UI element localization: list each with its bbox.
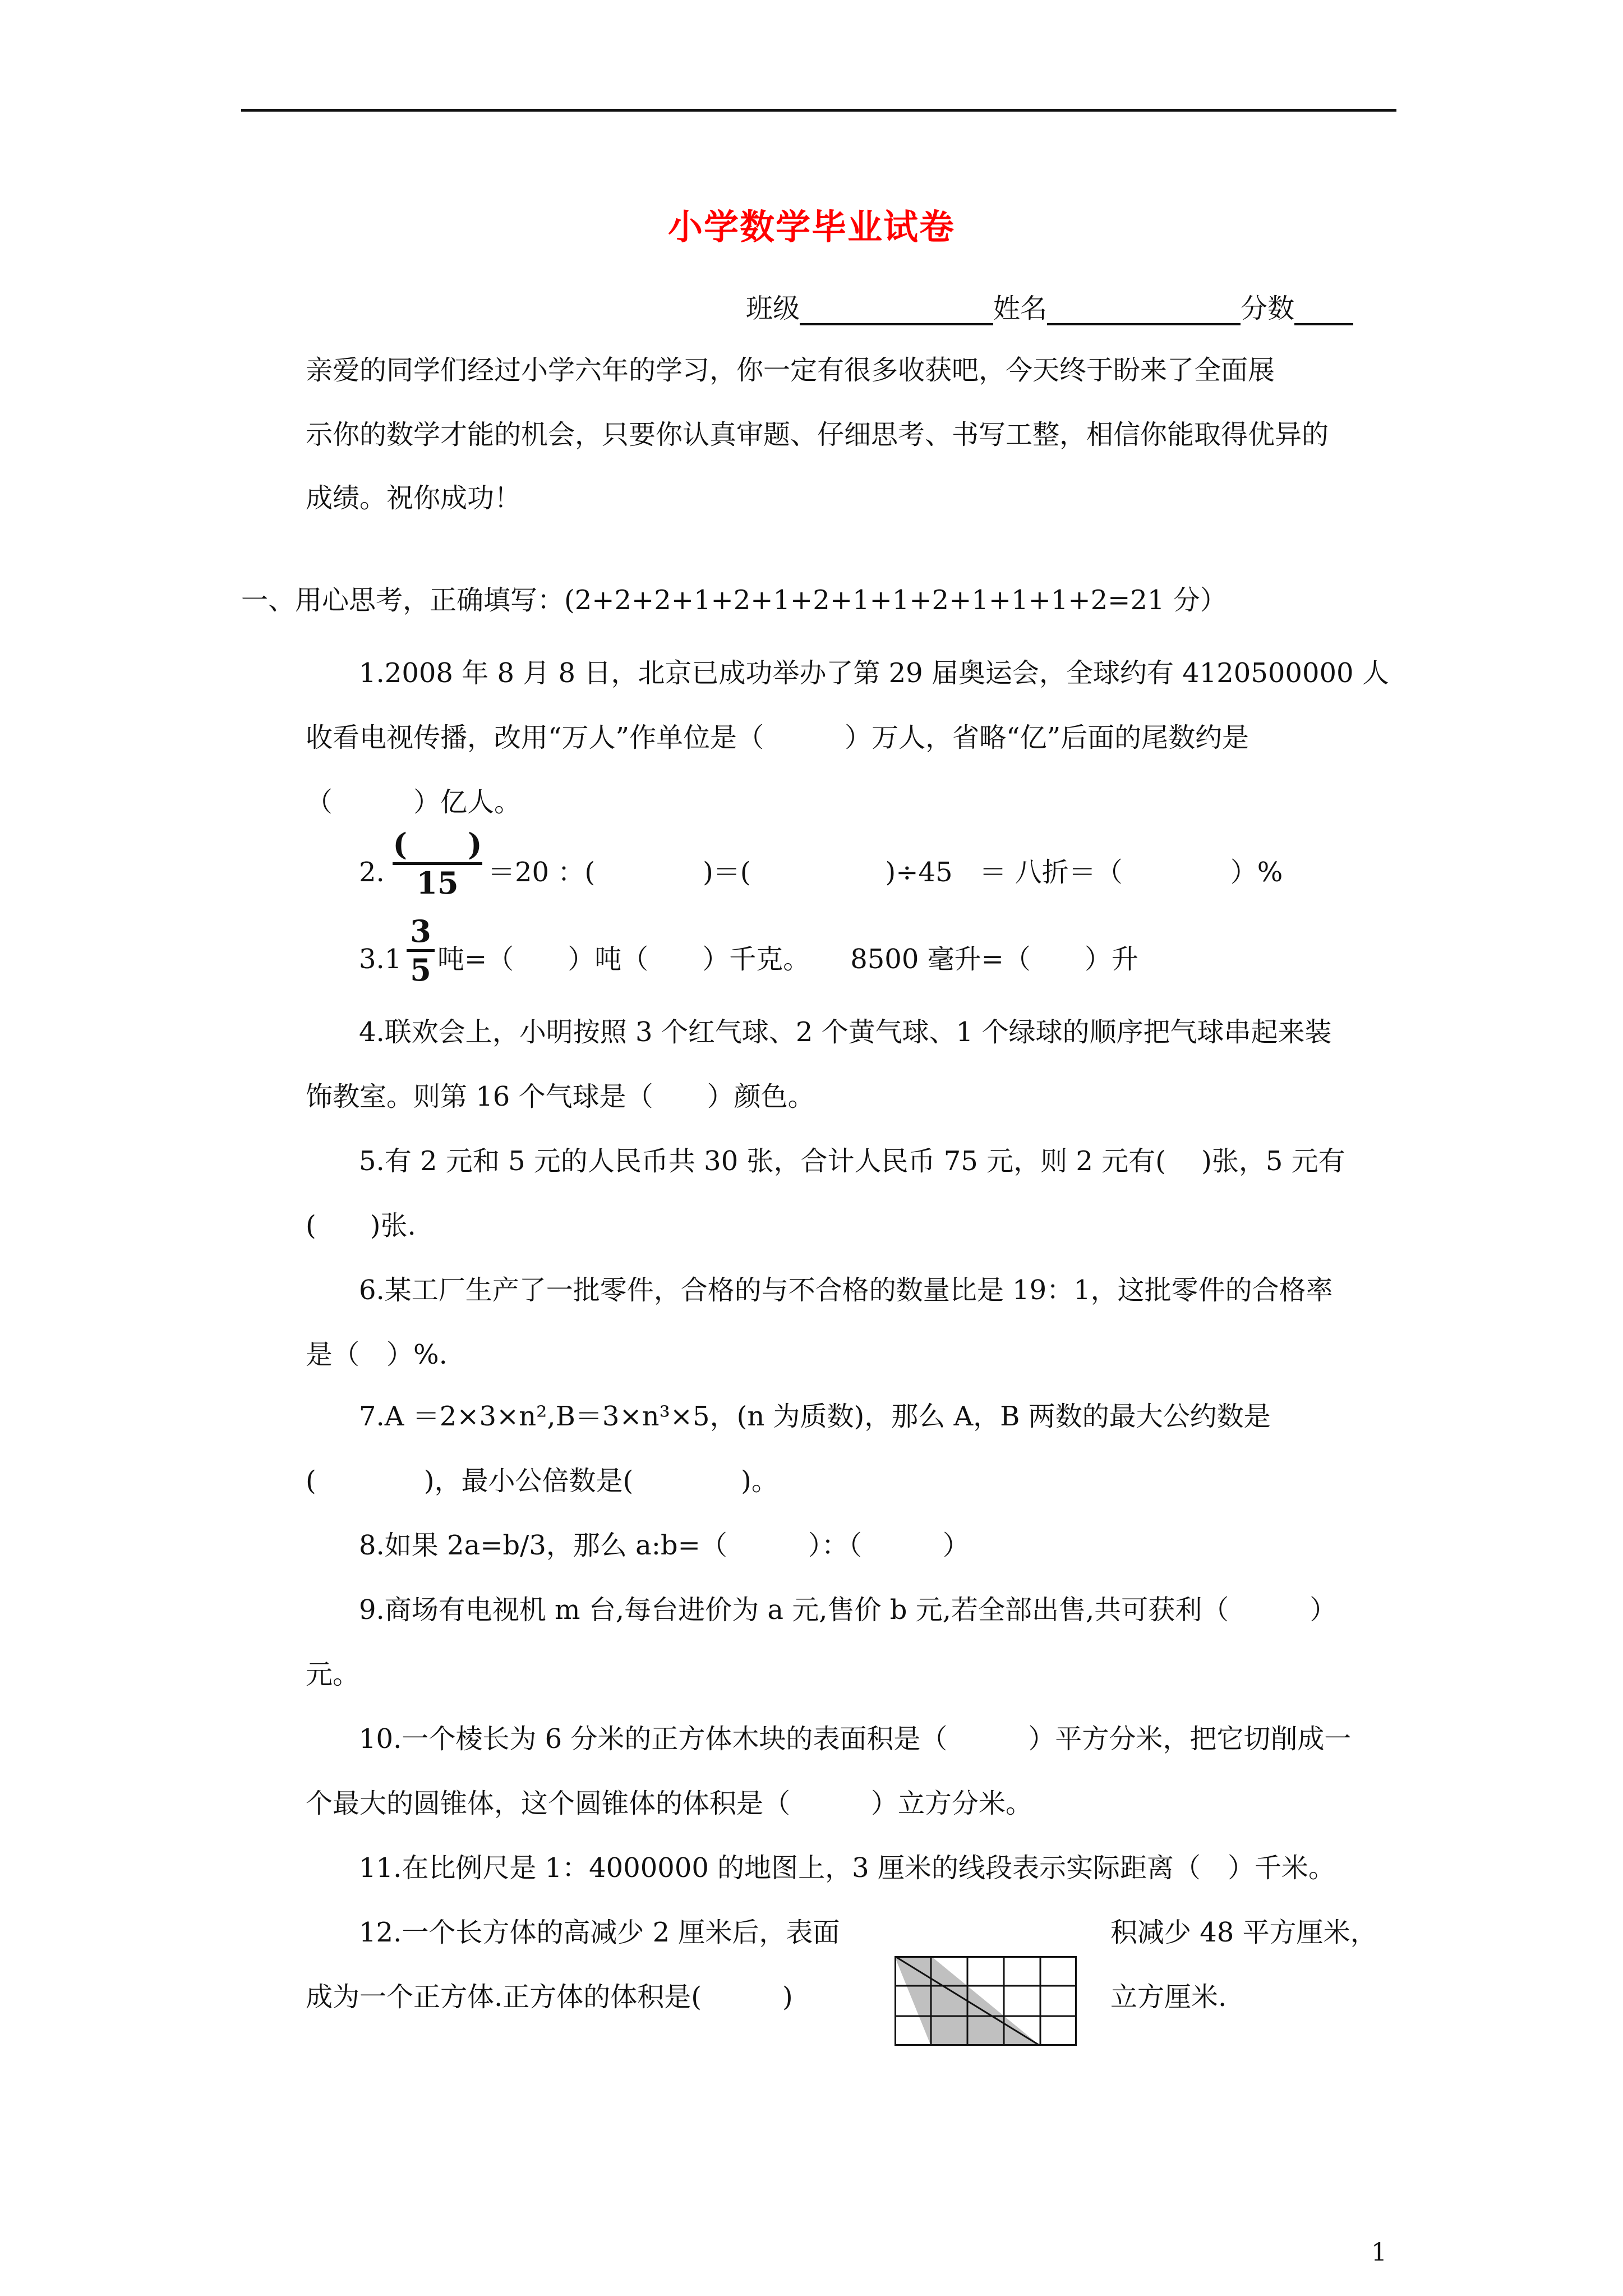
score-blank[interactable] — [1294, 294, 1353, 325]
q11: 11.在比例尺是 1：4000000 的地图上，3 厘米的线段表示实际距离（ ）千米。 — [359, 1852, 1335, 1884]
class-blank[interactable] — [800, 294, 993, 325]
q1-line-1: 1.2008 年 8 月 8 日，北京已成功举办了第 29 届奥运会，全球约有 4120500000 人 — [359, 657, 1389, 689]
section-1-heading: 一、用心思考，正确填写：(2+2+2+1+2+1+2+1+1+2+1+1+1+2=21 分） — [241, 585, 1227, 616]
q4-line-1: 4.联欢会上，小明按照 3 个红气球、2 个黄气球、1 个绿球的顺序把气球串起来装 — [359, 1016, 1332, 1048]
q8: 8.如果 2a=b/3，那么 a:b=（ ）：（ ） — [359, 1530, 970, 1561]
q3-fraction-numerator: 3 — [410, 913, 431, 949]
q2-fraction-numerator: ( ) — [393, 826, 482, 862]
q1-line-2: 收看电视传播，改用“万人”作单位是（ ）万人，省略“亿”后面的尾数约是 — [306, 722, 1249, 753]
intro-line-3: 成绩。祝你成功！ — [306, 482, 522, 514]
page-number: 1 — [1371, 2238, 1387, 2267]
name-blank[interactable] — [1047, 294, 1241, 325]
q1-line-3: （ ）亿人。 — [306, 786, 522, 818]
q5-line-1: 5.有 2 元和 5 元的人民币共 30 张，合计人民币 75 元，则 2 元有( )张，5 元有 — [359, 1145, 1345, 1177]
intro-line-2: 示你的数学才能的机会，只要你认真审题、仔细思考、书写工整，相信你能取得优异的 — [306, 419, 1329, 450]
q12-line-1b: 积减少 48 平方厘米， — [1110, 1917, 1377, 1948]
q3-fraction — [407, 914, 435, 987]
q6-line-2: 是（ ）%. — [306, 1339, 448, 1370]
q9-line-2: 元。 — [306, 1659, 360, 1690]
q12-line-2a: 成为一个正方体.正方体的体积是( ) — [306, 1981, 793, 2013]
grid-triangle-figure — [895, 1956, 1077, 2046]
q6-line-1: 6.某工厂生产了一批零件，合格的与不合格的数量比是 19：1，这批零件的合格率 — [359, 1274, 1333, 1306]
q2-prefix: 2. — [359, 857, 385, 888]
q2-fraction-denominator: 15 — [416, 865, 459, 901]
q7-line-1: 7.A ＝2×3×n²,B＝3×n³×5，(n 为质数)，那么 A，B 两数的最大公约数是 — [359, 1401, 1271, 1432]
exam-title: 小学数学毕业试卷 — [667, 206, 955, 247]
q2-fraction — [393, 827, 482, 900]
q10-line-2: 个最大的圆锥体，这个圆锥体的体积是（ ）立方分米。 — [306, 1788, 1033, 1819]
q9-line-1: 9.商场有电视机 m 台,每台进价为 a 元,售价 b 元,若全部出售,共可获利（ ） — [359, 1594, 1337, 1626]
q10-line-1: 10.一个棱长为 6 分米的正方体木块的表面积是（ ）平方分米，把它切削成一 — [359, 1723, 1352, 1755]
q4-line-2: 饰教室。则第 16 个气球是（ ）颜色。 — [306, 1081, 815, 1112]
class-label: 班级 — [746, 293, 800, 324]
q2-rest: ＝20 ：( )＝( )÷45 ＝ 八折＝（ ）% — [488, 857, 1283, 888]
q12-line-2b: 立方厘米. — [1110, 1981, 1227, 2013]
q5-line-2: ( )张. — [306, 1210, 416, 1241]
q7-line-2: ( )，最小公倍数是( )。 — [306, 1465, 778, 1497]
q3-prefix: 3.1 — [359, 944, 402, 975]
header-rule — [241, 109, 1396, 112]
q3-fraction-denominator: 5 — [410, 952, 431, 988]
name-label: 姓名 — [993, 293, 1048, 324]
student-info-row — [746, 286, 1396, 325]
q12-line-1a: 12.一个长方体的高减少 2 厘米后，表面 — [359, 1917, 840, 1948]
q3-rest: 吨=（ ）吨（ ）千克。 8500 毫升=（ ）升 — [437, 944, 1138, 975]
intro-line-1: 亲爱的同学们经过小学六年的学习，你一定有很多收获吧，今天终于盼来了全面展 — [306, 355, 1275, 386]
score-label: 分数 — [1241, 293, 1295, 324]
